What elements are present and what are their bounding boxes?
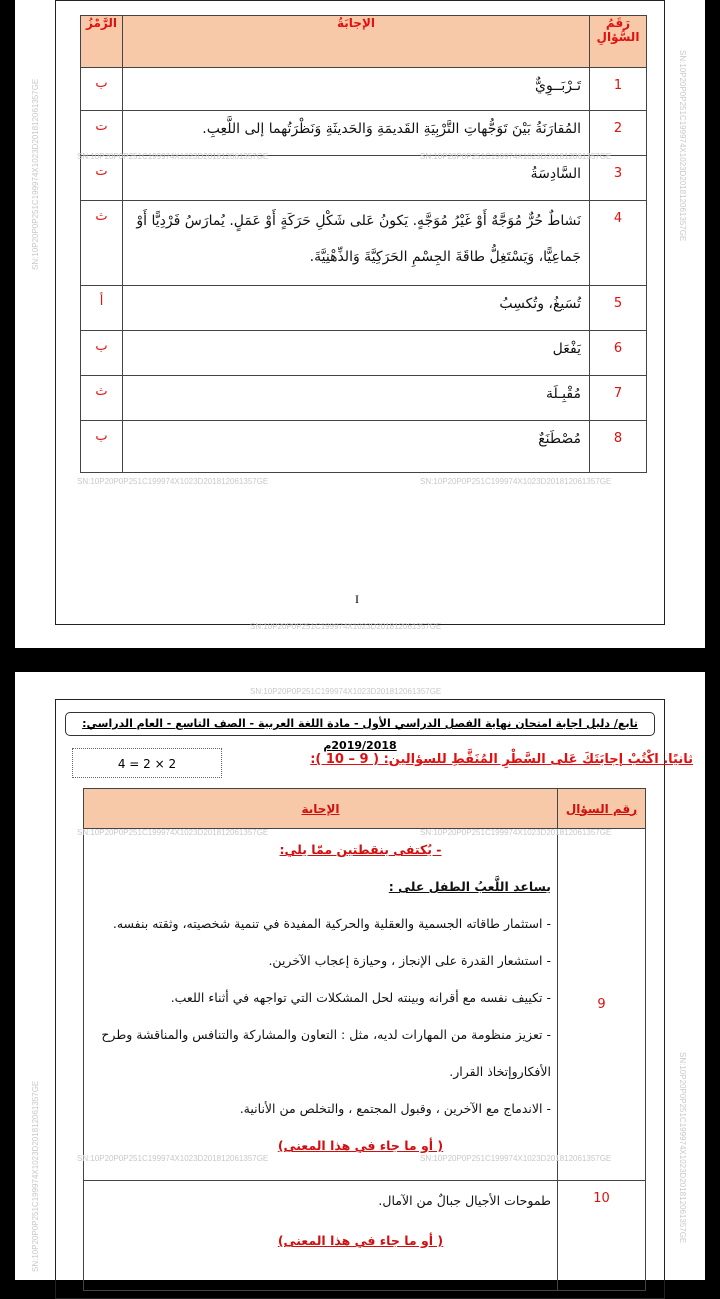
table-row [81,111,647,156]
watermark: SN:10P20P0P251C199974X1023D201812061357GE [250,622,442,631]
watermark: SN:10P20P0P251C199974X1023D201812061357GE [678,50,687,242]
document-page-1 [15,0,705,648]
exam-title: تابع/ دليل اجابة امتحان نهاية الفصل الدراسي الأول - مادة اللغة العربية - الصف التاسع - العام الدراسي: 2019/2018م [65,712,655,736]
watermark: SN:10P20P0P251C199974X1023D201812061357GE [250,687,442,696]
row-code: ب [81,421,123,473]
row-code: ت [81,156,123,201]
watermark: SN:10P20P0P251C199974X1023D201812061357GE [77,477,269,486]
table-row [81,201,647,286]
row-code: ث [81,376,123,421]
row-answer: المُقارَنَةُ بَيْنَ تَوَجُّهاتِ التَّرْبِيَةِ القَديمَةِ وَالحَديثَةِ وَنَظْرَتُهما إلى اللَّعِبِ. [123,111,590,156]
row-answer: السَّادِسَةُ [123,156,590,201]
page-number: I [355,592,359,606]
row-answer: يَفْعَل [123,331,590,376]
watermark: SN:10P20P0P251C199974X1023D201812061357GE [31,78,40,270]
row-code: ث [81,201,123,286]
document-page-2 [15,672,705,1280]
answers-table-2 [83,788,646,1291]
table-row [84,1181,646,1291]
row-number: 10 [558,1181,646,1291]
watermark: SN:10P20P0P251C199974X1023D201812061357GE [77,1154,269,1163]
row-answer: مُقْبِـلَة [123,376,590,421]
answers-table-1 [80,15,647,473]
table-row [81,156,647,201]
row-answer: تَـرْبَــوِيٌّ [123,68,590,111]
watermark: SN:10P20P0P251C199974X1023D201812061357GE [420,1154,612,1163]
row-answer: طموحات الأجيال جبالٌ من الآمال. ( أو ما جاء في هذا المعنى) [84,1181,558,1291]
watermark: SN:10P20P0P251C199974X1023D201812061357GE [678,1052,687,1244]
watermark: SN:10P20P0P251C199974X1023D201812061357GE [77,828,269,837]
row-number: 2 [590,111,647,156]
row-number: 8 [590,421,647,473]
header-answer: الإجابة [84,789,558,829]
row-number: 3 [590,156,647,201]
header-number: رَقَمُ السُّؤالِ [590,16,647,68]
header-number: رقم السؤال [558,789,646,829]
row-number: 9 [558,829,646,1181]
watermark: SN:10P20P0P251C199974X1023D201812061357GE [77,152,269,161]
row-answer: نَشاطٌ حُرٌّ مُوَجَّهٌ أَوْ غَيْرُ مُوَجَّهٍ. يَكونُ عَلى شَكْلِ حَرَكَةٍ أَوْ عَمَلٍ. يُمارَسُ فَرْدِيًّا أَوْ جَماعِيًّا، وَيَسْتَغِلُّ طاقَةَ الجِسْمِ الحَرَكِيَّةَ وَالذِّهْنِيَّةَ. [123,201,590,286]
row-answer: - يُكتفى بنقطتين ممّا يلي: يساعد اللَّعبُ الطفل على : - استثمار طاقاته الجسمية والعقلية والحركية المفيدة في تنمية شخصيته، وثقته بنفسه. - استشعار القدرة على الإنجاز ، وحيازة إعجاب الآخرين. - تكييف نفسه مع أقرانه وبينته لحل المشكلات التي تواجهه في أثناء اللعب. - تعزيز منظومة من المهارات لديه، مثل : التعاون والمشاركة والتنافس والمناقشة وطرح الأفكاروإتخاذ القرار. - الاندماج مع الآخرين ، وقبول المجتمع ، والتخلص من الأنانية. ( أو ما جاء في هذا المعنى) [84,829,558,1181]
table-row [81,68,647,111]
table-row [81,331,647,376]
table-row [81,286,647,331]
watermark: SN:10P20P0P251C199974X1023D201812061357GE [420,828,612,837]
row-code: أ [81,286,123,331]
row-code: ب [81,68,123,111]
section-heading: ثانيًا. اكْتُبْ إجابَتَكَ عَلى السَّطْرِ المُنَقَّطِ للسؤالين: ( 9 – 10 ): [310,752,693,767]
score-box: 4 = 2 × 2 [72,748,222,778]
watermark: SN:10P20P0P251C199974X1023D201812061357GE [420,477,612,486]
row-answer: مُصْطَنَعٌ [123,421,590,473]
header-answer: الإجابَةُ [123,16,590,68]
row-number: 6 [590,331,647,376]
table-row [84,829,646,1181]
row-number: 5 [590,286,647,331]
row-code: ب [81,331,123,376]
row-number: 1 [590,68,647,111]
table-row [81,421,647,473]
row-number: 4 [590,201,647,286]
row-number: 7 [590,376,647,421]
row-answer: تُسَيغُ، وتُكسِبُ [123,286,590,331]
watermark: SN:10P20P0P251C199974X1023D201812061357GE [420,152,612,161]
header-code: الرَّمْزُ [81,16,123,68]
row-code: ت [81,111,123,156]
watermark: SN:10P20P0P251C199974X1023D201812061357GE [31,1080,40,1272]
table-row [81,376,647,421]
